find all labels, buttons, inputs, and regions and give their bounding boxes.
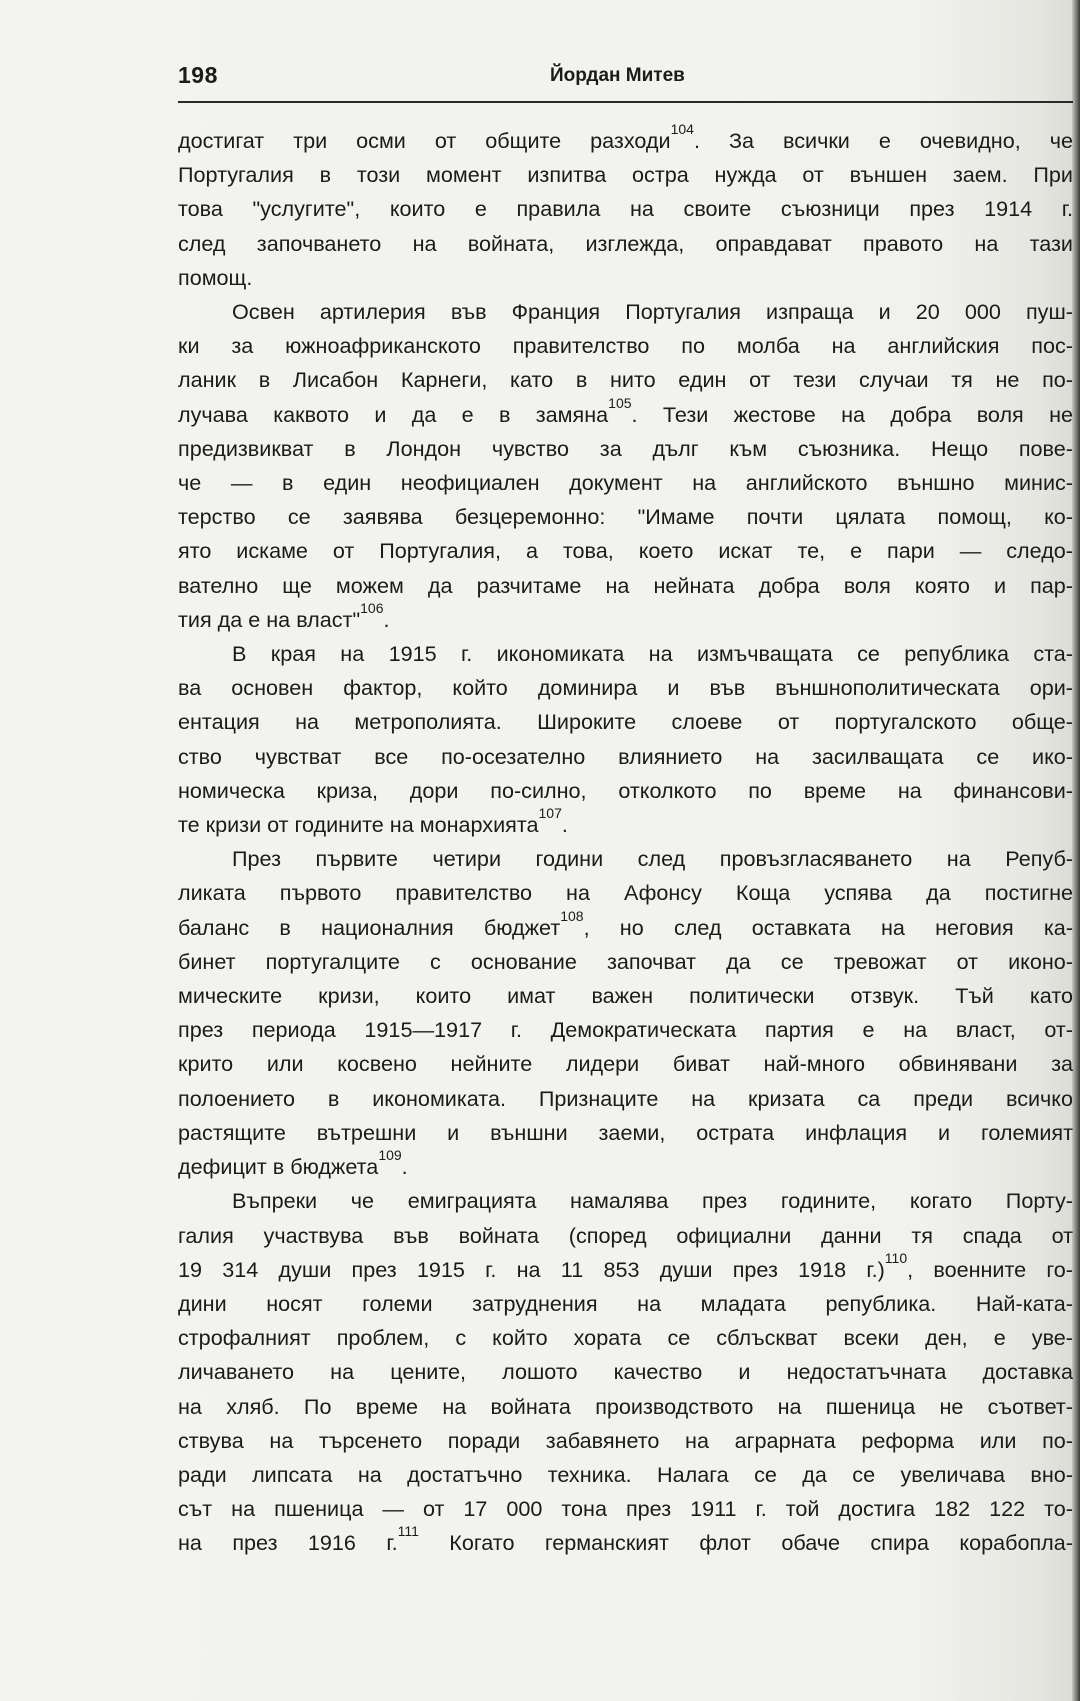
text-line <box>178 227 1073 261</box>
text-segment: на хляб. По време на войната производството на пшеница не съответ- <box>178 1393 1073 1419</box>
footnote-reference: 111 <box>397 1523 419 1540</box>
text-line <box>178 1249 1073 1287</box>
header-rule <box>178 101 1073 103</box>
text-line <box>178 1321 1073 1355</box>
text-line <box>178 1355 1073 1389</box>
footnote-reference: 106 <box>360 599 384 616</box>
text-segment: сът на пшеница — от 17 000 тона през 1911 г. той достига 182 122 то- <box>178 1496 1073 1522</box>
text-line <box>178 599 1073 637</box>
text-segment: Въпреки че емиграцията намалява през годините, когато Порту- <box>232 1188 1073 1214</box>
text-line <box>178 945 1073 979</box>
text-segment: ято искаме от Португалия, а това, което искат те, е пари — следо- <box>178 538 1073 564</box>
text-segment: В края на 1915 г. икономиката на измъчващата се република ста- <box>232 641 1073 667</box>
text-segment: терство се заявява безцеремонно: "Имаме почти цялата помощ, ко- <box>178 504 1073 530</box>
text-segment: ради липсата на достатъчно техника. Налага се да се увеличава вно- <box>178 1461 1073 1487</box>
text-line <box>178 158 1073 192</box>
page-edge-shadow <box>1072 0 1080 1701</box>
text-segment: ва основен фактор, който доминира и във външнополитическата ори- <box>178 675 1073 701</box>
text-line <box>178 1287 1073 1321</box>
text-segment: полоението в икономиката. Признаците на кризата са преди всичко <box>178 1085 1073 1111</box>
text-line <box>178 295 1073 329</box>
text-line <box>178 329 1073 363</box>
running-head-author: Йордан Митев <box>550 65 685 86</box>
text-segment: предизвикват в Лондон чувство за дълг към съюзника. Нещо пове- <box>178 435 1073 461</box>
text-segment: дини носят големи затруднения на младата република. Най-ката- <box>178 1290 1073 1316</box>
text-line <box>178 805 1073 842</box>
text-line <box>178 569 1073 603</box>
footnote-reference: 104 <box>670 121 694 137</box>
text-segment: , но след оставката на неговия ка- <box>583 914 1074 940</box>
text-segment: Освен артилерия във Франция Португалия изпраща и 20 000 пуш- <box>232 299 1073 325</box>
text-segment: че — в един неофициален документ на английското външно минис- <box>178 470 1073 496</box>
page-number: 198 <box>178 62 218 88</box>
text-segment: това "услугите", които е правила на своите съюзници през 1914 г. <box>178 196 1073 222</box>
text-segment: крито или косвено нейните лидери биват най-много обвинявани за <box>178 1051 1073 1077</box>
text-line <box>178 1390 1073 1424</box>
text-line <box>178 432 1073 466</box>
text-line <box>178 121 1073 158</box>
text-line <box>178 192 1073 226</box>
footnote-reference: 110 <box>884 1249 908 1266</box>
text-segment: след започването на войната, изглежда, оправдават правото на тази <box>178 230 1073 256</box>
text-segment: дефицит в бюджета <box>178 1154 379 1180</box>
page-header <box>178 62 1073 98</box>
text-line <box>178 466 1073 500</box>
text-line <box>178 1047 1073 1081</box>
body-text <box>178 121 1074 1561</box>
text-segment: бинет португалците с основание започват да се тревожат от иконо- <box>178 948 1073 974</box>
text-segment: ки за южноафриканското правителство по молба на английския пос- <box>178 333 1073 359</box>
text-segment: те кризи от годините на монархията <box>178 812 539 838</box>
text-segment: тия да е на власт" <box>178 606 361 632</box>
text-line <box>178 1458 1073 1492</box>
text-line <box>178 1219 1073 1253</box>
text-line <box>178 261 1073 295</box>
text-line <box>178 1523 1073 1560</box>
text-segment: ликата първото правителство на Афонсу Коща успява да постигне <box>178 880 1073 906</box>
text-segment: 19 314 души през 1915 г. на 11 853 души през 1918 г.) <box>178 1256 885 1282</box>
text-line <box>178 1147 1073 1184</box>
text-line <box>178 1082 1073 1116</box>
text-segment: , военните го- <box>907 1256 1073 1282</box>
text-segment: баланс в националния бюджет <box>178 914 561 940</box>
text-segment: през периода 1915—1917 г. Демократическата партия е на власт, от- <box>178 1017 1073 1043</box>
text-segment: ствува на търсенето поради забавянето на аграрната реформа или по- <box>178 1427 1073 1453</box>
text-segment: През първите четири години след провъзгласяването на Репуб- <box>232 846 1073 872</box>
text-line <box>178 876 1073 910</box>
text-line <box>178 842 1073 876</box>
text-line <box>178 534 1073 568</box>
footnote-reference: 105 <box>608 394 632 411</box>
text-segment: . <box>561 812 568 838</box>
footnote-reference: 109 <box>378 1147 402 1164</box>
text-line <box>178 394 1074 432</box>
text-line <box>178 1492 1073 1526</box>
text-line <box>178 1424 1073 1458</box>
text-segment: достигат три осми от общите разходи <box>178 128 671 153</box>
text-line <box>178 637 1073 671</box>
text-line <box>178 500 1073 534</box>
text-segment: ентация на метрополията. Широките слоеве от португалското обще- <box>178 709 1073 735</box>
text-segment: ланик в Лисабон Карнеги, като в нито един от тези случаи тя не по- <box>178 367 1073 393</box>
text-segment: Когато германският флот обаче спира корабопла- <box>418 1530 1073 1556</box>
text-line <box>178 671 1073 705</box>
text-segment: вателно ще можем да разчитаме на нейната добра воля която и пар- <box>178 572 1073 598</box>
text-segment: мическите кризи, които имат важен политически отзвук. Тъй като <box>178 983 1073 1009</box>
text-line <box>178 774 1073 808</box>
text-line <box>178 363 1073 397</box>
text-segment: строфалният проблем, с който хората се сблъскват всеки ден, е уве- <box>178 1325 1073 1351</box>
text-segment: растящите вътрешни и външни заеми, острата инфлация и големият <box>178 1119 1073 1145</box>
text-line <box>178 979 1073 1013</box>
text-segment: ство чувстват все по-осезателно влиянието на засилващата се ико- <box>178 743 1073 769</box>
text-line <box>178 705 1073 739</box>
footnote-reference: 107 <box>538 805 562 822</box>
text-segment: . <box>401 1154 408 1180</box>
text-segment: личаването на цените, лошото качество и недостатъчната доставка <box>178 1359 1073 1385</box>
text-line <box>178 1013 1073 1047</box>
text-line <box>178 907 1074 945</box>
text-segment: на през 1916 г. <box>178 1530 398 1556</box>
text-segment: . <box>383 606 390 632</box>
text-segment: номическа криза, дори по-силно, отколкото по време на финансови- <box>178 777 1073 803</box>
text-segment: помощ. <box>178 264 253 290</box>
text-segment: лучава каквото и да е в замяна <box>178 401 609 427</box>
text-segment: . Тези жестове на добра воля не <box>631 401 1074 427</box>
text-line <box>178 740 1073 774</box>
text-line <box>178 1116 1073 1150</box>
text-segment: Португалия в този момент изпитва остра нужда от външен заем. При <box>178 162 1073 188</box>
text-segment: . За всички е очевидно, че <box>693 128 1073 153</box>
text-segment: галия участвува във войната (според официални данни тя спада от <box>178 1222 1073 1248</box>
text-line <box>178 1184 1073 1218</box>
footnote-reference: 108 <box>560 907 584 924</box>
